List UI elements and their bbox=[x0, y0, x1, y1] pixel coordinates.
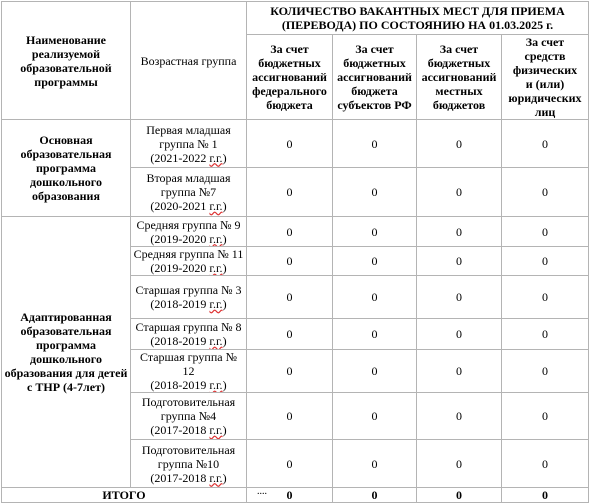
group-years-abbr: г.г. bbox=[209, 261, 223, 275]
regional-budget-value: 0 bbox=[333, 319, 417, 350]
program-name: Адаптированная образовательная программа дошкольного образования для детей с ТНР (4-7лет) bbox=[2, 217, 131, 488]
federal-budget-header: За счет бюджетных ассигнований федерального бюджета bbox=[247, 35, 333, 120]
age-group-cell bbox=[131, 276, 247, 319]
group-years-close: ) bbox=[222, 231, 227, 246]
local-budget-header: За счет бюджетных ассигнований местных бюджетов bbox=[417, 35, 502, 120]
local-budget-value: 0 bbox=[417, 168, 502, 217]
federal-budget-value: 0 bbox=[247, 276, 333, 319]
federal-budget-value: 0 bbox=[247, 440, 333, 488]
age-group-cell bbox=[131, 319, 247, 350]
age-group-cell bbox=[131, 247, 247, 276]
group-years bbox=[133, 334, 244, 348]
vacancy-title: КОЛИЧЕСТВО ВАКАНТНЫХ МЕСТ ДЛЯ ПРИЕМА (ПЕРЕВОДА) ПО СОСТОЯНИЮ НА 01.03.2025 г. bbox=[247, 2, 589, 35]
group-years-abbr: г.г. bbox=[209, 297, 223, 311]
regional-budget-value: 0 bbox=[333, 276, 417, 319]
group-years-range: (2019-2020 bbox=[150, 261, 210, 275]
private-funds-value: 0 bbox=[502, 247, 589, 276]
local-budget-value: 0 bbox=[417, 350, 502, 393]
local-budget-value: 0 bbox=[417, 217, 502, 247]
group-years-close: ) bbox=[222, 378, 227, 392]
group-years-range: (2021-2022 bbox=[150, 150, 210, 165]
local-budget-value: 0 bbox=[417, 319, 502, 350]
age-group-cell bbox=[131, 168, 247, 217]
group-years-close: ) bbox=[222, 297, 227, 311]
group-years-close: ) bbox=[222, 423, 227, 437]
group-years-close: ) bbox=[222, 150, 227, 165]
group-years-range: (2019-2020 bbox=[150, 231, 210, 246]
group-name: Первая младшая группа № 1 bbox=[146, 122, 231, 151]
federal-budget-value: 0 bbox=[247, 247, 333, 276]
regional-budget-value: 0 bbox=[333, 393, 417, 440]
private-funds-header bbox=[502, 35, 589, 120]
vacancy-table bbox=[1, 1, 589, 503]
group-years-range: (2018-2019 bbox=[150, 297, 210, 311]
group-name: Старшая группа № 8 bbox=[135, 320, 242, 334]
total-value: 0 bbox=[247, 488, 333, 503]
local-budget-value: 0 bbox=[417, 393, 502, 440]
private-funds-value: 0 bbox=[502, 276, 589, 319]
group-years-close: ) bbox=[222, 199, 227, 213]
private-funds-value: 0 bbox=[502, 350, 589, 393]
local-budget-value: 0 bbox=[417, 120, 502, 168]
total-value: 0 bbox=[333, 488, 417, 503]
age-group-cell bbox=[131, 120, 247, 168]
federal-budget-value: 0 bbox=[247, 168, 333, 217]
private-funds-value: 0 bbox=[502, 168, 589, 217]
age-group-cell bbox=[131, 217, 247, 247]
footer-fragment: .... bbox=[257, 486, 267, 497]
regional-budget-value: 0 bbox=[333, 168, 417, 217]
regional-budget-value: 0 bbox=[333, 120, 417, 168]
program-name: Основная образовательная программа дошкольного образования bbox=[2, 120, 131, 217]
group-years-range: (2018-2019 bbox=[150, 378, 210, 392]
group-years-range: (2018-2019 bbox=[150, 334, 210, 348]
group-years bbox=[133, 151, 244, 165]
age-group-cell bbox=[131, 350, 247, 393]
private-funds-value: 0 bbox=[502, 440, 589, 488]
private-funds-value: 0 bbox=[502, 393, 589, 440]
group-name: Вторая младшая группа №7 bbox=[146, 171, 231, 199]
group-name: Подготовительная группа №10 bbox=[141, 442, 236, 471]
federal-budget-value: 0 bbox=[247, 319, 333, 350]
group-years-range: (2017-2018 bbox=[150, 423, 210, 437]
group-years-abbr: г.г. bbox=[209, 423, 223, 437]
private-funds-value: 0 bbox=[502, 217, 589, 247]
private-funds-header-line-3: юридических лиц bbox=[508, 91, 582, 119]
private-funds-value: 0 bbox=[502, 319, 589, 350]
group-years-abbr: г.г. bbox=[209, 470, 223, 485]
age-group-cell bbox=[131, 393, 247, 440]
table-row bbox=[2, 120, 589, 168]
regional-budget-header: За счет бюджетных ассигнований бюджета субъектов РФ bbox=[333, 35, 417, 120]
group-years-close: ) bbox=[222, 261, 227, 275]
regional-budget-value: 0 bbox=[333, 350, 417, 393]
local-budget-value: 0 bbox=[417, 276, 502, 319]
group-years bbox=[133, 261, 244, 275]
regional-budget-value: 0 bbox=[333, 247, 417, 276]
group-years-abbr: г.г. bbox=[209, 231, 223, 246]
federal-budget-value: 0 bbox=[247, 217, 333, 247]
total-value: 0 bbox=[417, 488, 502, 503]
group-name: Старшая группа № 12 bbox=[139, 350, 238, 378]
group-years-close: ) bbox=[222, 334, 227, 348]
group-years-close: ) bbox=[222, 470, 227, 485]
federal-budget-value: 0 bbox=[247, 393, 333, 440]
age-group-column-header: Возрастная группа bbox=[131, 2, 247, 120]
group-name: Подготовительная группа №4 bbox=[141, 395, 236, 423]
private-funds-header-line-2: и (или) bbox=[525, 77, 565, 91]
group-years-abbr: г.г. bbox=[209, 334, 223, 348]
age-group-cell bbox=[131, 440, 247, 488]
private-funds-header-line-1: За счет средств физических bbox=[512, 35, 578, 77]
local-budget-value: 0 bbox=[417, 247, 502, 276]
group-years bbox=[133, 297, 244, 311]
group-name: Средняя группа № 9 bbox=[136, 217, 241, 232]
group-years bbox=[133, 378, 244, 392]
group-years bbox=[133, 232, 244, 246]
group-name: Старшая группа № 3 bbox=[135, 283, 242, 297]
private-funds-value: 0 bbox=[502, 120, 589, 168]
group-name: Средняя группа № 11 bbox=[133, 247, 244, 261]
group-years-range: (2017-2018 bbox=[150, 470, 210, 485]
group-years bbox=[133, 471, 244, 485]
federal-budget-value: 0 bbox=[247, 120, 333, 168]
federal-budget-value: 0 bbox=[247, 350, 333, 393]
group-years bbox=[133, 423, 244, 437]
group-years bbox=[133, 199, 244, 213]
group-years-range: (2020-2021 bbox=[150, 199, 210, 213]
total-value: 0 bbox=[502, 488, 589, 503]
group-years-abbr: г.г. bbox=[209, 378, 223, 392]
table-row bbox=[2, 217, 589, 247]
regional-budget-value: 0 bbox=[333, 217, 417, 247]
group-years-abbr: г.г. bbox=[209, 150, 223, 165]
program-column-header: Наименование реализуемой образовательной программы bbox=[2, 2, 131, 120]
group-years-abbr: г.г. bbox=[209, 199, 223, 213]
total-label: ИТОГО bbox=[2, 488, 247, 503]
regional-budget-value: 0 bbox=[333, 440, 417, 488]
local-budget-value: 0 bbox=[417, 440, 502, 488]
total-row bbox=[2, 488, 589, 503]
